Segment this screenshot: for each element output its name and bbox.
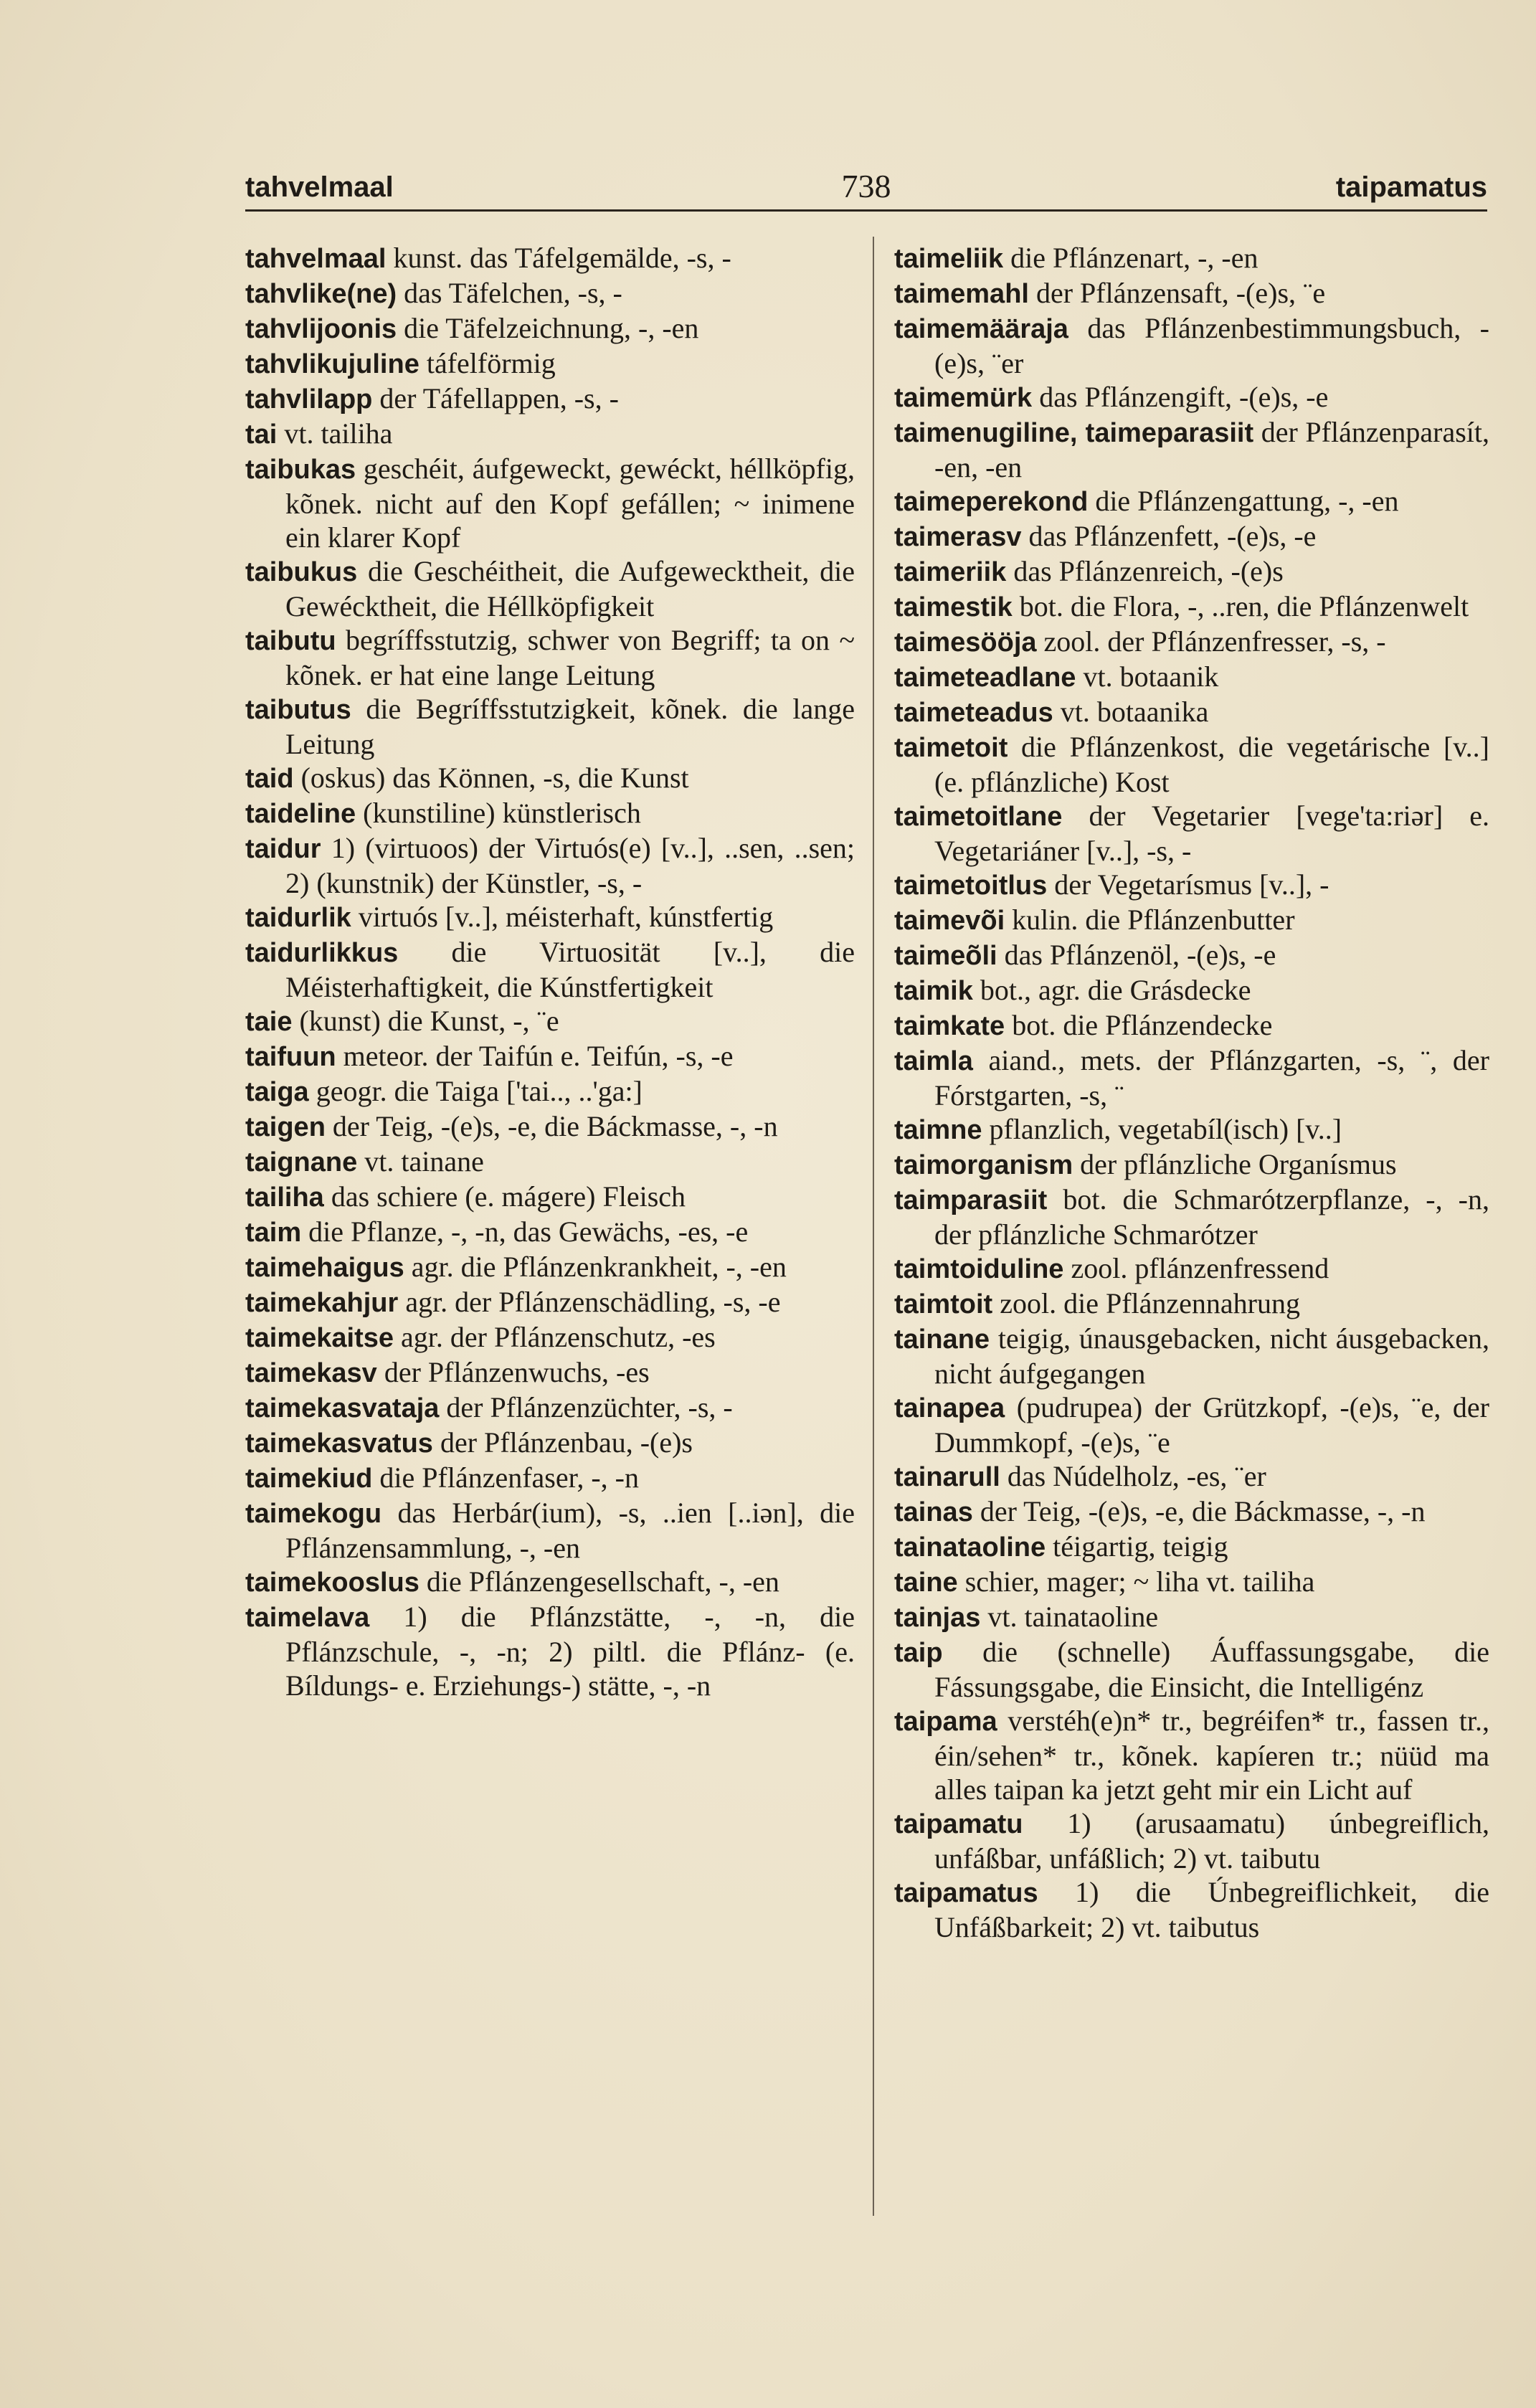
- entry-definition: agr. die Pflánzenkrankheit, -, -en: [404, 1251, 787, 1283]
- dictionary-entry: [245, 1565, 855, 1600]
- entry-headword: taibutu: [245, 626, 336, 656]
- entry-definition: die Pflánzengesellschaft, -, -en: [419, 1565, 779, 1598]
- entry-headword: tahvelmaal: [245, 244, 387, 274]
- entry-headword: tahvlilapp: [245, 384, 373, 414]
- entry-headword: taimik: [894, 976, 973, 1006]
- dictionary-entry: [894, 1494, 1489, 1530]
- entry-definition: téigartig, teigig: [1046, 1530, 1228, 1563]
- entry-headword: taip: [894, 1638, 943, 1668]
- entry-headword: taipamatu: [894, 1809, 1023, 1839]
- entry-definition: 1) (virtuoos) der Virtuós(e) [v..], ..sen, ..sen; 2) (kunstnik) der Künstler, -s, -: [285, 832, 855, 899]
- entry-headword: taimenugiline, taimeparasiit: [894, 418, 1254, 448]
- dictionary-entry: [245, 900, 855, 935]
- entry-headword: taimekasvataja: [245, 1393, 440, 1423]
- entry-definition: virtuós [v..], méisterhaft, kúnstfertig: [351, 901, 774, 933]
- entry-definition: zool. die Pflánzennahrung: [992, 1287, 1300, 1319]
- entry-definition: das Núdelholz, -es, ¨er: [1000, 1460, 1266, 1492]
- entry-definition: bot. die Flora, -, ..ren, die Pflánzenwelt: [1012, 590, 1469, 622]
- entry-definition: 1) die Pflánzstätte, -, -n, die Pflánzschule, -, -n; 2) piltl. die Pflánz- (e. Bíldungs- e. Erziehungs-) stätte, -, -n: [285, 1601, 855, 1702]
- entry-definition: (oskus) das Können, -s, die Kunst: [293, 762, 689, 794]
- entry-definition: der Pflánzenwuchs, -es: [376, 1356, 650, 1388]
- entry-definition: das Pflánzenreich, -(e)s: [1006, 555, 1284, 587]
- dictionary-entry: [894, 554, 1489, 589]
- entry-definition: kulin. die Pflánzenbutter: [1005, 904, 1295, 936]
- entry-definition: der Pflánzenparasít, -en, -en: [934, 416, 1489, 483]
- entry-headword: taigen: [245, 1112, 326, 1142]
- entry-headword: taibutus: [245, 695, 351, 725]
- dictionary-entry: [894, 625, 1489, 660]
- entry-headword: tainjas: [894, 1603, 981, 1633]
- dictionary-entry: [894, 799, 1489, 868]
- dictionary-entry: [245, 417, 855, 452]
- entry-definition: der Pflánzensaft, -(e)s, ¨e: [1028, 277, 1326, 309]
- entry-headword: taimne: [894, 1115, 982, 1145]
- entry-headword: taimestik: [894, 592, 1013, 622]
- entry-headword: taimetoitlus: [894, 871, 1048, 901]
- entry-headword: taimekiud: [245, 1464, 373, 1494]
- entry-definition: das Pflánzenöl, -(e)s, -e: [997, 939, 1276, 971]
- entry-headword: taimetoit: [894, 733, 1008, 763]
- dictionary-entry: [245, 1250, 855, 1285]
- entry-headword: taine: [894, 1568, 958, 1598]
- entry-definition: (kunst) die Kunst, -, ¨e: [292, 1005, 559, 1037]
- entry-headword: taimeõli: [894, 941, 997, 971]
- entry-headword: taimeteadus: [894, 698, 1053, 728]
- entry-headword: taiga: [245, 1077, 309, 1107]
- entry-definition: kunst. das Táfelgemälde, -s, -: [386, 242, 731, 274]
- entry-definition: das Pflánzengift, -(e)s, -e: [1032, 381, 1329, 413]
- entry-headword: taimekahjur: [245, 1288, 399, 1318]
- dictionary-entry: [894, 695, 1489, 730]
- entry-headword: taimeperekond: [894, 487, 1089, 517]
- dictionary-entry: [894, 660, 1489, 695]
- entry-headword: taimekasv: [245, 1358, 377, 1388]
- entry-headword: taid: [245, 764, 294, 794]
- entry-headword: taimekaitse: [245, 1323, 394, 1353]
- dictionary-entry: [894, 1459, 1489, 1494]
- entry-definition: die (schnelle) Áuffassungsgabe, die Fássungsgabe, die Einsicht, die Intelligénz: [934, 1636, 1489, 1703]
- entry-definition: begríffsstutzig, schwer von Begriff; ta on ~ kõnek. er hat eine lange Leitung: [285, 624, 855, 691]
- entry-headword: tainas: [894, 1497, 973, 1527]
- dictionary-entry: [245, 1600, 855, 1702]
- entry-headword: taipamatus: [894, 1878, 1038, 1908]
- dictionary-entry: [245, 1215, 855, 1250]
- entry-definition: die Pflanze, -, -n, das Gewächs, -es, -e: [301, 1215, 749, 1248]
- dictionary-entry: [894, 1806, 1489, 1875]
- entry-definition: der Pflánzenbau, -(e)s: [432, 1426, 693, 1459]
- dictionary-entry: [894, 868, 1489, 903]
- entry-definition: geogr. die Taiga ['tai.., ..'ga:]: [308, 1075, 643, 1107]
- entry-headword: taimemürk: [894, 383, 1033, 413]
- entry-definition: das Herbár(ium), -s, ..ien [..iən], die Pflánzensammlung, -, -en: [285, 1497, 855, 1564]
- entry-definition: (pudrupea) der Grützkopf, -(e)s, ¨e, der Dummkopf, -(e)s, ¨e: [934, 1391, 1489, 1459]
- dictionary-entry: [245, 1004, 855, 1039]
- entry-headword: taidur: [245, 834, 321, 864]
- entry-definition: vt. tailiha: [277, 417, 393, 450]
- entry-headword: taimekasvatus: [245, 1428, 433, 1459]
- dictionary-entry: [894, 1182, 1489, 1251]
- entry-headword: taidurlikkus: [245, 938, 399, 968]
- entry-definition: bot., agr. die Grásdecke: [972, 974, 1251, 1006]
- entry-definition: teigig, únausgebacken, nicht áusgebacken, nicht áufgegangen: [934, 1322, 1489, 1390]
- entry-headword: taimemääraja: [894, 314, 1068, 344]
- dictionary-entry: [894, 589, 1489, 625]
- dictionary-entry: [894, 519, 1489, 554]
- entry-definition: der Vegetarísmus [v..], -: [1047, 868, 1329, 901]
- entry-definition: die Pflánzenart, -, -en: [1003, 242, 1258, 274]
- dictionary-entry: [894, 1043, 1489, 1112]
- entry-definition: vt. tainane: [357, 1145, 484, 1177]
- entry-definition: vt. botaanika: [1053, 696, 1209, 728]
- entry-headword: taimtoiduline: [894, 1254, 1064, 1284]
- dictionary-entry: [245, 796, 855, 831]
- dictionary-entry: [245, 452, 855, 554]
- dictionary-entry: [894, 938, 1489, 973]
- entry-headword: taignane: [245, 1147, 358, 1177]
- column-divider: [873, 237, 874, 2216]
- entry-headword: taimekooslus: [245, 1568, 419, 1598]
- dictionary-entry: [245, 1390, 855, 1426]
- dictionary-entry: [894, 1008, 1489, 1043]
- entry-definition: die Täfelzeichnung, -, -en: [397, 312, 699, 344]
- entry-definition: vt. botaanik: [1076, 660, 1219, 693]
- entry-definition: táfelförmig: [419, 347, 556, 379]
- entry-headword: taimetoitlane: [894, 802, 1063, 832]
- entry-headword: taimemahl: [894, 279, 1029, 309]
- dictionary-entry: [894, 730, 1489, 799]
- dictionary-entry: [245, 1144, 855, 1180]
- dictionary-entry: [245, 1320, 855, 1355]
- dictionary-entry: [894, 1635, 1489, 1704]
- entry-headword: taibukas: [245, 455, 356, 485]
- entry-headword: taideline: [245, 799, 356, 829]
- dictionary-entry: [245, 1426, 855, 1461]
- dictionary-entry: [245, 935, 855, 1004]
- dictionary-entry: [245, 554, 855, 623]
- entry-definition: die Virtuosität [v..], die Méisterhaftigkeit, die Kúnstfertigkeit: [285, 936, 855, 1003]
- entry-definition: geschéit, áufgeweckt, gewéckt, héllköpfig, kõnek. nicht auf den Kopf gefállen; ~ inimene ein klarer Kopf: [285, 452, 855, 554]
- entry-definition: die Pflánzenkost, die vegetárische [v..] (e. pflánzliche) Kost: [934, 731, 1489, 798]
- entry-headword: taimorganism: [894, 1150, 1073, 1180]
- dictionary-entry: [894, 415, 1489, 484]
- dictionary-entry: [245, 1355, 855, 1390]
- entry-headword: taimeliik: [894, 244, 1004, 274]
- entry-headword: taimerasv: [894, 522, 1022, 552]
- dictionary-entry: [894, 1322, 1489, 1390]
- entry-definition: der Teig, -(e)s, -e, die Báckmasse, -, -n: [325, 1110, 778, 1142]
- dictionary-entry: [894, 1147, 1489, 1182]
- entry-definition: agr. der Pflánzenschutz, -es: [394, 1321, 716, 1353]
- entry-headword: tahvlike(ne): [245, 279, 397, 309]
- entry-definition: der Pflánzenzüchter, -s, -: [439, 1391, 733, 1423]
- dictionary-entry: [245, 1109, 855, 1144]
- entry-definition: 1) (arusaamatu) únbegreiflich, unfáßbar, unfáßlich; 2) vt. taibutu: [934, 1807, 1489, 1874]
- entry-definition: das Pflánzenfett, -(e)s, -e: [1021, 520, 1317, 552]
- dictionary-entry: [894, 1251, 1489, 1286]
- dictionary-entry: [894, 241, 1489, 276]
- dictionary-entry: [245, 1039, 855, 1074]
- entry-headword: taim: [245, 1218, 302, 1248]
- entry-definition: die Pflánzengattung, -, -en: [1088, 485, 1399, 517]
- dictionary-entry: [894, 1875, 1489, 1944]
- entry-definition: der pflánzliche Organísmus: [1073, 1148, 1397, 1180]
- dictionary-entry: [245, 1074, 855, 1109]
- dictionary-entry: [245, 1461, 855, 1496]
- dictionary-entry: [245, 761, 855, 796]
- entry-headword: taimla: [894, 1046, 973, 1076]
- entry-headword: taimparasiit: [894, 1185, 1048, 1215]
- dictionary-entry: [245, 1285, 855, 1320]
- entry-headword: taibukus: [245, 557, 358, 587]
- entry-definition: bot. die Schmarótzerpflanze, -, -n, der pflánzliche Schmarótzer: [934, 1183, 1489, 1251]
- entry-definition: das Täfelchen, -s, -: [397, 277, 622, 309]
- entry-definition: 1) die Únbegreiflichkeit, die Unfáßbarkeit; 2) vt. taibutus: [934, 1876, 1489, 1943]
- entry-definition: die Geschéitheit, die Aufgewecktheit, die Gewécktheit, die Héllköpfigkeit: [285, 555, 855, 622]
- dictionary-entry: [245, 276, 855, 311]
- dictionary-entry: [894, 1112, 1489, 1147]
- entry-headword: taimtoit: [894, 1289, 993, 1319]
- dictionary-entry: [245, 381, 855, 417]
- entry-headword: tainataoline: [894, 1532, 1046, 1563]
- entry-headword: taimelava: [245, 1603, 370, 1633]
- dictionary-entry: [245, 831, 855, 900]
- entry-definition: agr. der Pflánzenschädling, -s, -e: [398, 1286, 781, 1318]
- entry-headword: taimevõi: [894, 906, 1005, 936]
- dictionary-entry: [894, 903, 1489, 938]
- entry-headword: tainapea: [894, 1393, 1005, 1423]
- entry-headword: taimkate: [894, 1011, 1005, 1041]
- entry-definition: (kunstiline) künstlerisch: [356, 797, 641, 829]
- dictionary-entry: [894, 1565, 1489, 1600]
- entry-definition: schier, mager; ~ liha vt. tailiha: [957, 1565, 1315, 1598]
- left-column: [245, 241, 855, 1702]
- entry-headword: tainane: [894, 1324, 990, 1355]
- entry-definition: aiand., mets. der Pflánzgarten, -s, ¨, der Fórstgarten, -s, ¨: [934, 1044, 1489, 1111]
- entry-headword: tainarull: [894, 1462, 1000, 1492]
- dictionary-entry: [894, 1390, 1489, 1459]
- dictionary-entry: [245, 1180, 855, 1215]
- entry-headword: tahvlikujuline: [245, 349, 419, 379]
- entry-definition: der Vegetarier [vege'ta:riər] e. Vegetariáner [v..], -s, -: [934, 800, 1489, 867]
- dictionary-entry: [245, 623, 855, 692]
- entry-headword: taimekogu: [245, 1499, 382, 1529]
- entry-headword: taimeriik: [894, 557, 1007, 587]
- entry-definition: zool. pflánzenfressend: [1063, 1252, 1329, 1284]
- dictionary-entry: [894, 1704, 1489, 1806]
- entry-headword: tahvlijoonis: [245, 314, 397, 344]
- header-right-guideword: taipamatus: [1335, 171, 1487, 203]
- dictionary-entry: [894, 1600, 1489, 1635]
- dictionary-entry: [245, 692, 855, 761]
- right-column: [894, 241, 1489, 1944]
- entry-definition: das schiere (e. mágere) Fleisch: [323, 1180, 686, 1213]
- dictionary-entry: [894, 1530, 1489, 1565]
- entry-headword: taipama: [894, 1707, 997, 1737]
- header-left-guideword: tahvelmaal: [245, 171, 394, 203]
- entry-definition: die Pflánzenfaser, -, -n: [372, 1461, 639, 1494]
- entry-definition: das Pflánzenbestimmungsbuch, -(e)s, ¨er: [934, 312, 1489, 379]
- dictionary-entry: [245, 346, 855, 381]
- entry-headword: taimeteadlane: [894, 663, 1076, 693]
- dictionary-entry: [245, 311, 855, 346]
- dictionary-entry: [894, 1286, 1489, 1322]
- page-number: 738: [841, 168, 891, 204]
- entry-headword: taifuun: [245, 1042, 336, 1072]
- entry-definition: der Teig, -(e)s, -e, die Báckmasse, -, -n: [972, 1495, 1426, 1527]
- entry-definition: bot. die Pflánzendecke: [1005, 1009, 1273, 1041]
- entry-headword: taie: [245, 1007, 293, 1037]
- entry-definition: vt. tainataoline: [980, 1601, 1159, 1633]
- entry-headword: tai: [245, 419, 278, 450]
- entry-definition: pflanzlich, vegetabíl(isch) [v..]: [982, 1113, 1342, 1145]
- dictionary-entry: [894, 380, 1489, 415]
- entry-definition: verstéh(e)n* tr., begréifen* tr., fassen tr., éin/sehen* tr., kõnek. kapíeren tr.; nüüd ma alles taipan ka jetzt geht mir ein Licht auf: [934, 1705, 1489, 1806]
- entry-definition: meteor. der Taifún e. Teifún, -s, -e: [336, 1040, 734, 1072]
- dictionary-entry: [894, 276, 1489, 311]
- entry-definition: die Begríffsstutzigkeit, kõnek. die lange Leitung: [285, 693, 855, 760]
- dictionary-entry: [894, 484, 1489, 519]
- dictionary-entry: [245, 241, 855, 276]
- entry-headword: taidurlik: [245, 903, 351, 933]
- entry-definition: der Táfellappen, -s, -: [372, 382, 619, 414]
- entry-headword: taimesööja: [894, 627, 1037, 658]
- entry-headword: taimehaigus: [245, 1253, 404, 1283]
- dictionary-entry: [894, 973, 1489, 1008]
- entry-headword: tailiha: [245, 1182, 324, 1213]
- running-head: [245, 163, 1487, 212]
- dictionary-entry: [894, 311, 1489, 380]
- dictionary-entry: [245, 1496, 855, 1565]
- entry-definition: zool. der Pflánzenfresser, -s, -: [1036, 625, 1386, 658]
